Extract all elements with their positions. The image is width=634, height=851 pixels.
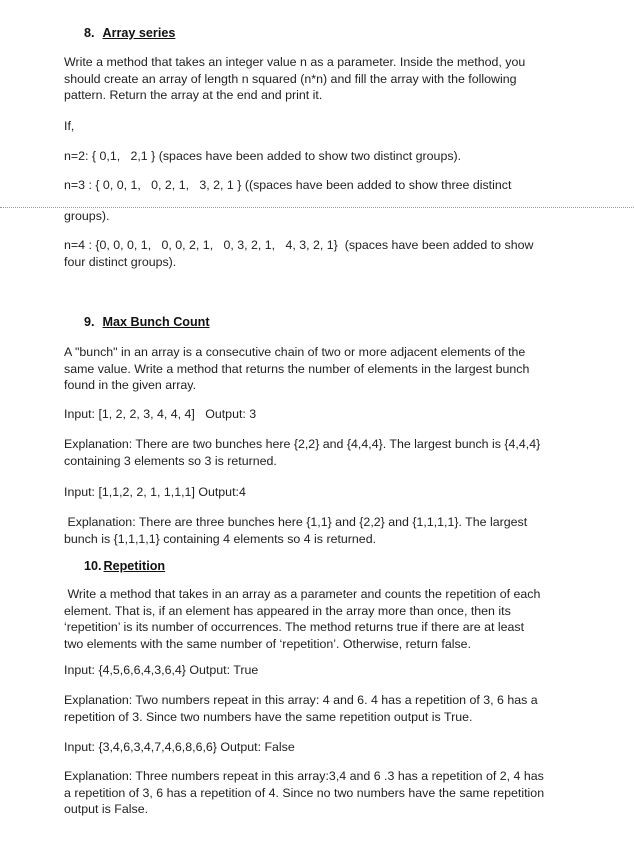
section-9-heading <box>84 314 210 331</box>
text-line: bunch is {1,1,1,1} containing 4 elements so 4 is returned. <box>64 531 377 546</box>
text-line: Write a method that takes an integer value n as a parameter. Inside the method, you <box>64 55 526 69</box>
section-10-number: 10. <box>84 559 102 573</box>
section-8-title: Array series <box>102 26 176 40</box>
text-line: four distinct groups). <box>64 254 177 269</box>
section-10-explanation-1 <box>64 692 538 725</box>
text-line: Explanation: Two numbers repeat in this array: 4 and 6. 4 has a repetition of 3, 6 has a <box>64 693 538 707</box>
section-8-number: 8. <box>84 26 95 40</box>
section-10-explanation-2 <box>64 768 544 818</box>
section-9-title: Max Bunch Count <box>102 315 210 329</box>
text-line: should create an array of length n squared (n*n) and fill the array with the following <box>64 71 517 86</box>
section-9-input-1: Input: [1, 2, 2, 3, 4, 4, 4] Output: 3 <box>64 407 257 421</box>
section-8-example-n4 <box>64 237 533 270</box>
section-8-example-n3-continued: groups). <box>64 209 110 223</box>
text-line: same value. Write a method that returns the number of elements in the largest bunch <box>64 361 530 376</box>
section-9-description <box>64 344 529 394</box>
section-10-title: Repetition <box>103 559 166 573</box>
section-9-number: 9. <box>84 315 95 329</box>
section-9-explanation-1 <box>64 436 540 469</box>
section-8-example-n2: n=2: { 0,1, 2,1 } (spaces have been added to show two distinct groups). <box>64 149 462 163</box>
text-line: element. That is, if an element has appeared in the array more than once, then its <box>64 603 511 618</box>
text-line: a repetition of 3, 6 has a repetition of 4. Since no two numbers have the same repetition <box>64 785 545 800</box>
section-10-heading <box>84 558 165 575</box>
section-9-explanation-2 <box>64 514 527 547</box>
text-line: Explanation: There are three bunches here {1,1} and {2,2} and {1,1,1,1}. The largest <box>64 515 528 529</box>
text-line: ‘repetition’ is its number of occurrences. The method returns true if there are at least <box>64 620 525 634</box>
text-line: Write a method that takes in an array as a parameter and counts the repetition of each <box>64 587 541 601</box>
text-line: repetition of 3. Since two numbers have the same repetition output is True. <box>64 709 473 724</box>
text-line: output is False. <box>64 802 149 816</box>
section-8-description <box>64 54 525 104</box>
text-line: Explanation: There are two bunches here {2,2} and {4,4,4}. The largest bunch is {4,4,4} <box>64 437 541 451</box>
section-8-example-n3: n=3 : { 0, 0, 1, 0, 2, 1, 3, 2, 1 } ((spaces have been added to show three distinct <box>64 178 512 192</box>
text-line: n=4 : {0, 0, 0, 1, 0, 0, 2, 1, 0, 3, 2, 1, 4, 3, 2, 1} (spaces have been added to show <box>64 238 534 252</box>
section-10-description <box>64 586 540 652</box>
text-line: found in the given array. <box>64 378 197 392</box>
text-line: Explanation: Three numbers repeat in this array:3,4 and 6 .3 has a repetition of 2, 4 has <box>64 769 544 783</box>
text-line: A "bunch" in an array is a consecutive chain of two or more adjacent elements of the <box>64 345 526 359</box>
text-line: two elements with the same number of ‘repetition’. Otherwise, return false. <box>64 636 472 651</box>
text-line: containing 3 elements so 3 is returned. <box>64 453 277 468</box>
text-line: pattern. Return the array at the end and print it. <box>64 88 323 102</box>
section-10-input-2: Input: {3,4,6,3,4,7,4,6,8,6,6} Output: False <box>64 740 295 754</box>
section-8-if-label: If, <box>64 119 75 133</box>
section-9-input-2: Input: [1,1,2, 2, 1, 1,1,1] Output:4 <box>64 485 246 499</box>
section-10-input-1: Input: {4,5,6,6,4,3,6,4} Output: True <box>64 663 259 677</box>
section-8-heading <box>84 25 175 42</box>
